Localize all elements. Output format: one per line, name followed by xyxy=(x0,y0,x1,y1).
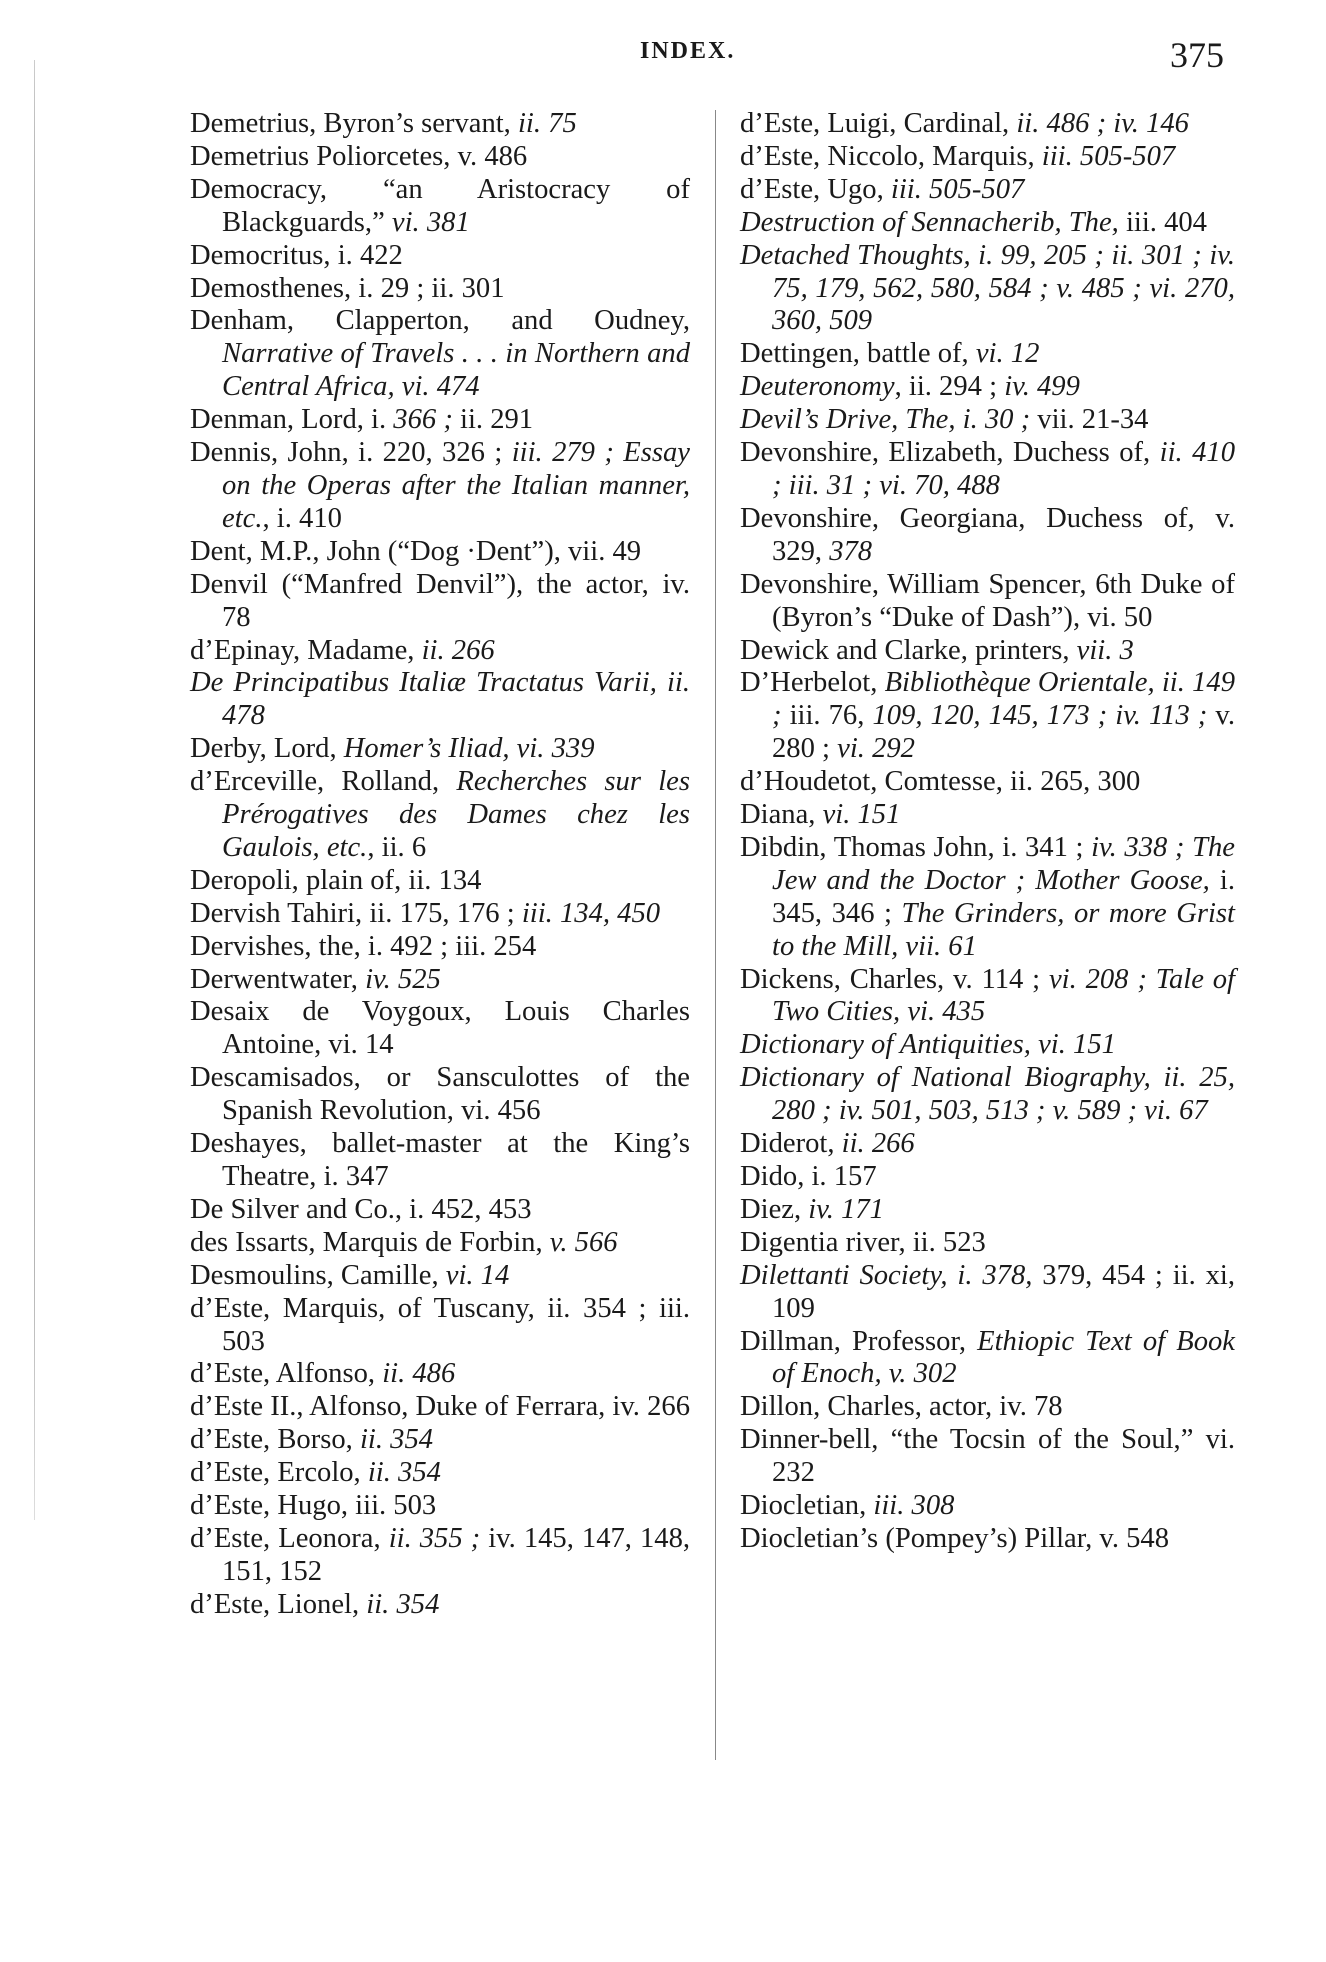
index-entry xyxy=(190,1523,690,1589)
entry-text: Deropoli, plain of, ii. 134 xyxy=(190,864,482,896)
entry-italic-text: ii. 486 ; iv. 146 xyxy=(1016,108,1189,139)
entry-text: Diocletian, xyxy=(740,1490,874,1522)
entry-text: i. 345, 346 ; xyxy=(772,864,1235,929)
entry-italic-text: Dilettanti Society, i. 378, xyxy=(740,1259,1033,1291)
entry-italic-text: iii. 279 ; Essay on the Operas after the Italian manner, etc. xyxy=(222,437,690,534)
entry-text: Demosthenes, i. 29 ; ii. 301 xyxy=(190,272,505,304)
entry-italic-text: iii. 505-507 xyxy=(890,173,1025,205)
entry-text: v. 280 ; xyxy=(772,700,1235,765)
entry-text: d’Este, Ugo, xyxy=(740,173,891,205)
entry-italic-text: iii. 134, 450 xyxy=(521,897,661,929)
entry-text: Demetrius, Byron’s servant, xyxy=(190,108,518,139)
left-column xyxy=(190,108,690,1622)
entry-italic-text: iii. 308 xyxy=(873,1490,955,1522)
index-entry xyxy=(740,108,1235,141)
entry-italic-text: Recherches sur les Prérogatives des Dames chez les Gaulois, etc. xyxy=(222,766,690,863)
index-entry xyxy=(190,240,690,273)
index-entry xyxy=(740,1128,1235,1161)
entry-italic-text: Destruction of Sennacherib, The, xyxy=(740,206,1119,238)
index-entry xyxy=(740,832,1235,964)
entry-italic-text: vi. 381 xyxy=(391,206,470,238)
entry-text: d’Este, Niccolo, Marquis, xyxy=(740,140,1042,172)
index-entry xyxy=(190,1490,690,1523)
index-entry xyxy=(190,174,690,240)
index-entry xyxy=(740,667,1235,766)
entry-italic-text: ii. 410 ; iii. 31 ; vi. 70, 488 xyxy=(772,437,1235,501)
entry-text: Devonshire, Georgiana, Duchess of, v. 329, xyxy=(740,502,1235,567)
index-entry xyxy=(190,996,690,1062)
index-entry xyxy=(190,733,690,766)
entry-text: d’Este, Lionel, xyxy=(190,1588,367,1620)
entry-text: Dervish Tahiri, ii. 175, 176 ; xyxy=(190,897,522,929)
index-entry xyxy=(740,964,1235,1030)
index-entry xyxy=(740,207,1235,240)
entry-italic-text: 109, 120, 145, 173 ; iv. 113 ; xyxy=(872,700,1208,732)
entry-text: d’Este, Hugo, iii. 503 xyxy=(190,1490,437,1522)
entry-text: d’Este II., Alfonso, Duke of Ferrara, iv. 266 xyxy=(190,1391,690,1423)
entry-italic-text: vi. 208 ; Tale of Two Cities, vi. 435 xyxy=(772,963,1235,1028)
index-entry xyxy=(190,1227,690,1260)
index-entry xyxy=(190,766,690,865)
index-entry xyxy=(190,898,690,931)
entry-italic-text: Bibliothèque Orientale, ii. 149 ; xyxy=(772,667,1235,732)
entry-text: vii. 21-34 xyxy=(1030,404,1149,436)
index-entry xyxy=(740,635,1235,668)
index-entry xyxy=(190,865,690,898)
index-entry xyxy=(190,964,690,997)
entry-italic-text: v. 566 xyxy=(549,1226,618,1258)
entry-italic-text: De Principatibus Italiæ Tractatus Varii, ii. 478 xyxy=(190,667,690,732)
index-entry xyxy=(740,437,1235,503)
entry-italic-text: iv. 171 xyxy=(808,1193,884,1225)
entry-text: Desmoulins, Camille, xyxy=(190,1259,446,1291)
index-entry xyxy=(190,931,690,964)
entry-text: Denvil (“Manfred Denvil”), the actor, iv. 78 xyxy=(190,568,690,633)
index-entry xyxy=(190,569,690,635)
entry-text: 379, 454 ; ii. xi, 109 xyxy=(772,1259,1235,1324)
page-number: 375 xyxy=(1170,35,1224,75)
entry-italic-text: 366 ; xyxy=(393,404,453,436)
index-entry xyxy=(190,1260,690,1293)
entry-text: Deshayes, ballet-master at the King’s Theatre, i. 347 xyxy=(190,1128,690,1192)
entry-italic-text: vi. 292 xyxy=(837,733,915,765)
entry-text: Dillman, Professor, xyxy=(740,1325,978,1357)
index-entry xyxy=(190,305,690,404)
index-entry xyxy=(740,404,1235,437)
entry-italic-text: iii. 505-507 xyxy=(1041,140,1176,172)
entry-text: d’Este, Ercolo, xyxy=(190,1457,368,1489)
scan-edge-mark xyxy=(34,60,35,1520)
entry-italic-text: Dictionary of Antiquities, vi. 151 xyxy=(740,1029,1116,1061)
index-entry xyxy=(740,1523,1235,1556)
index-entry xyxy=(190,108,690,141)
index-entry xyxy=(740,1194,1235,1227)
right-column xyxy=(740,108,1235,1556)
entry-text: d’Houdetot, Comtesse, ii. 265, 300 xyxy=(740,766,1141,798)
entry-text: , ii. 6 xyxy=(367,831,427,863)
entry-italic-text: Detached Thoughts, i. 99, 205 ; ii. 301 ; iv. 75, 179, 562, 580, 584 ; v. 485 ; vi. 270, 360, 509 xyxy=(740,239,1235,337)
entry-text: d’Erceville, Rolland, xyxy=(190,766,457,798)
entry-text: Derwentwater, xyxy=(190,963,366,995)
running-head: INDEX. xyxy=(640,38,736,64)
entry-text: Devonshire, William Spencer, 6th Duke of (Byron’s “Duke of Dash”), vi. 50 xyxy=(740,568,1235,633)
entry-text: Democritus, i. 422 xyxy=(190,239,403,271)
index-entry xyxy=(190,635,690,668)
entry-text: Devonshire, Elizabeth, Duchess of, xyxy=(740,437,1160,469)
index-entry xyxy=(740,1227,1235,1260)
entry-italic-text: iv. 499 xyxy=(1004,371,1080,403)
index-entry xyxy=(190,404,690,437)
entry-text: D’Herbelot, xyxy=(740,667,885,699)
index-entry xyxy=(740,141,1235,174)
index-entry xyxy=(740,1260,1235,1326)
index-entry xyxy=(190,1062,690,1128)
entry-text: Demetrius Poliorcetes, v. 486 xyxy=(190,140,528,172)
entry-text: iii. 404 xyxy=(1118,206,1207,238)
entry-italic-text: vi. 151 xyxy=(822,799,901,831)
index-entry xyxy=(740,240,1235,339)
entry-text: Dillon, Charles, actor, iv. 78 xyxy=(740,1391,1063,1423)
entry-text: Democracy, “an Aristocracy of Blackguards,” xyxy=(190,173,690,238)
index-entry xyxy=(740,174,1235,207)
entry-text: iii. 76, xyxy=(781,700,873,732)
entry-italic-text: Ethiopic Text of Book of Enoch, v. 302 xyxy=(772,1325,1235,1390)
index-entry xyxy=(740,371,1235,404)
index-entry xyxy=(740,1424,1235,1490)
index-entry xyxy=(740,1029,1235,1062)
entry-italic-text: ii. 266 xyxy=(841,1128,915,1160)
entry-italic-text: ii. 355 ; xyxy=(388,1522,481,1554)
entry-italic-text: vii. 3 xyxy=(1076,634,1134,666)
entry-text: , i. 410 xyxy=(262,502,342,534)
entry-text: Dervishes, the, i. 492 ; iii. 254 xyxy=(190,930,537,962)
entry-italic-text: Narrative of Travels . . . in Northern and Central Africa, vi. 474 xyxy=(222,338,690,403)
entry-text: Dennis, John, i. 220, 326 ; xyxy=(190,437,512,469)
entry-text: Dido, i. 157 xyxy=(740,1161,877,1192)
index-entry xyxy=(190,1457,690,1490)
entry-text: d’Este, Leonora, xyxy=(190,1522,389,1554)
index-entry xyxy=(190,667,690,733)
entry-text: Dibdin, Thomas John, i. 341 ; xyxy=(740,831,1092,863)
entry-text: d’Epinay, Madame, xyxy=(190,634,422,666)
entry-text: Diocletian’s (Pompey’s) Pillar, v. 548 xyxy=(740,1522,1170,1554)
entry-italic-text: vi. 14 xyxy=(445,1259,510,1291)
entry-text: , ii. 294 ; xyxy=(894,371,1005,403)
entry-text: Dent, M.P., John (“Dog ·Dent”), vii. 49 xyxy=(190,535,642,567)
entry-text: Desaix de Voygoux, Louis Charles Antoine, vi. 14 xyxy=(190,996,690,1061)
entry-text: d’Este, Marquis, of Tuscany, ii. 354 ; iii. 503 xyxy=(190,1292,690,1357)
entry-italic-text: ii. 354 xyxy=(367,1457,441,1489)
index-entry xyxy=(740,503,1235,569)
entry-italic-text: ii. 266 xyxy=(421,634,495,666)
entry-text: des Issarts, Marquis de Forbin, xyxy=(190,1226,550,1258)
entry-text: Dickens, Charles, v. 114 ; xyxy=(740,963,1049,995)
index-entry xyxy=(740,799,1235,832)
entry-text: iv. 145, 147, 148, 151, 152 xyxy=(222,1522,691,1587)
index-entry xyxy=(740,1490,1235,1523)
entry-text: Denman, Lord, i. xyxy=(190,404,394,436)
index-entry xyxy=(740,569,1235,635)
entry-text: Diderot, xyxy=(740,1128,842,1160)
entry-italic-text: vi. 12 xyxy=(975,338,1040,370)
index-entry xyxy=(190,1391,690,1424)
entry-italic-text: The Grinders, or more Grist to the Mill, vii. 61 xyxy=(772,897,1235,962)
index-entry xyxy=(740,1161,1235,1194)
entry-text: Diez, xyxy=(740,1193,809,1225)
index-entry xyxy=(190,437,690,536)
index-entry xyxy=(190,1194,690,1227)
entry-text: Diana, xyxy=(740,799,823,831)
entry-italic-text: ii. 354 xyxy=(359,1424,434,1456)
index-entry xyxy=(740,338,1235,371)
index-entry xyxy=(190,1293,690,1359)
entry-text: Dewick and Clarke, printers, xyxy=(740,634,1077,666)
entry-text: ii. 291 xyxy=(452,404,534,436)
index-entry xyxy=(190,1358,690,1391)
index-entry xyxy=(190,536,690,569)
entry-italic-text: Deuteronomy xyxy=(740,371,895,403)
entry-text: d’Este, Alfonso, xyxy=(190,1358,383,1390)
index-entry xyxy=(190,273,690,306)
index-entry xyxy=(740,1326,1235,1392)
entry-text: Dinner-bell, “the Tocsin of the Soul,” vi. 232 xyxy=(740,1424,1235,1489)
entry-italic-text: Dictionary of National Biography, ii. 25, 280 ; iv. 501, 503, 513 ; v. 589 ; vi. 67 xyxy=(740,1062,1235,1127)
entry-text: Dettingen, battle of, xyxy=(740,338,976,370)
entry-italic-text: ii. 486 xyxy=(382,1358,456,1390)
index-entry xyxy=(190,1424,690,1457)
index-entry xyxy=(190,141,690,174)
entry-italic-text: iv. 525 xyxy=(365,963,441,995)
entry-text: De Silver and Co., i. 452, 453 xyxy=(190,1193,532,1225)
entry-text: Descamisados, or Sansculottes of the Spanish Revolution, vi. 456 xyxy=(190,1062,690,1127)
entry-italic-text: 378 xyxy=(829,535,873,567)
index-entry xyxy=(740,1062,1235,1128)
column-divider xyxy=(715,110,716,1760)
entry-italic-text: ii. 75 xyxy=(517,108,577,139)
index-entry xyxy=(190,1128,690,1194)
entry-italic-text: iv. 338 ; The Jew and the Doctor ; Mother Goose, xyxy=(772,831,1235,896)
entry-text: d’Este, Luigi, Cardinal, xyxy=(740,108,1017,139)
entry-text: Derby, Lord, xyxy=(190,733,344,765)
index-entry xyxy=(740,766,1235,799)
entry-italic-text: Devil’s Drive, The, i. 30 ; xyxy=(740,404,1031,436)
index-entry xyxy=(190,1589,690,1622)
entry-italic-text: ii. 354 xyxy=(366,1588,440,1620)
entry-text: d’Este, Borso, xyxy=(190,1424,360,1456)
index-entry xyxy=(740,1391,1235,1424)
entry-text: Denham, Clapperton, and Oudney, xyxy=(190,305,690,337)
entry-text: Digentia river, ii. 523 xyxy=(740,1226,986,1258)
entry-italic-text: Homer’s Iliad, vi. 339 xyxy=(343,733,595,765)
